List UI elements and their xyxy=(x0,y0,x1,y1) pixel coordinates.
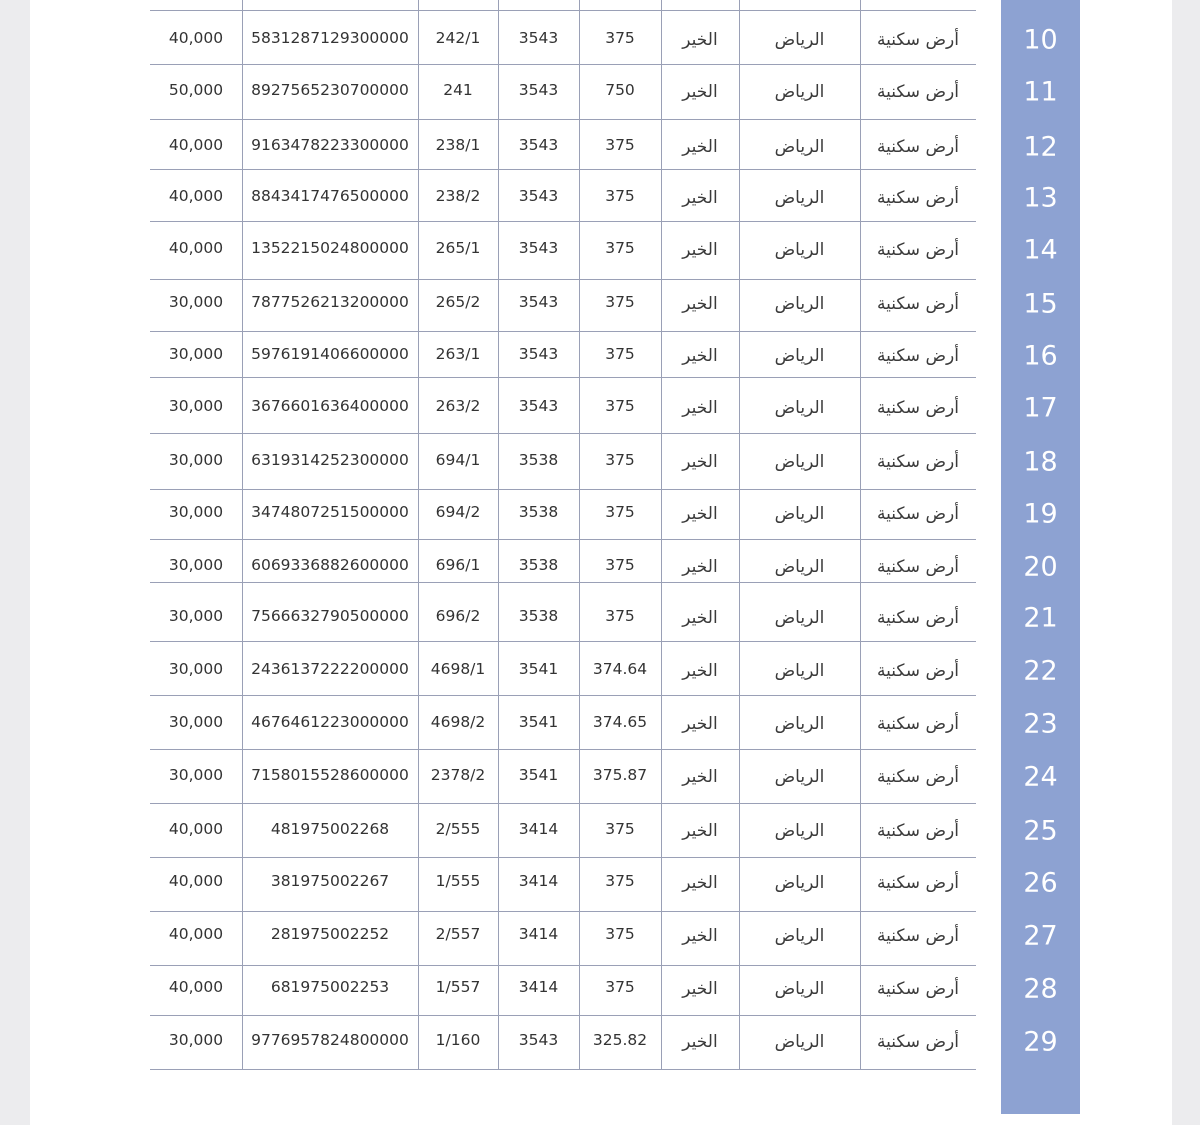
row-divider xyxy=(150,749,976,750)
cell-area: 375 xyxy=(605,820,635,838)
row-number: 25 xyxy=(1023,815,1058,847)
cell-price: 30,000 xyxy=(168,766,224,784)
cell-deed: 5976191406600000 xyxy=(251,345,409,363)
row-divider xyxy=(150,377,976,378)
cell-plan: 3541 xyxy=(518,766,559,784)
cell-city: الرياض xyxy=(774,452,825,472)
cell-area: 750 xyxy=(605,81,635,99)
cell-deed: 4676461223000000 xyxy=(251,713,409,731)
cell-plot: 238/2 xyxy=(435,187,481,205)
cell-deed: 6319314252300000 xyxy=(251,451,409,469)
cell-plan: 3543 xyxy=(518,136,559,154)
cell-plan: 3543 xyxy=(518,187,559,205)
cell-city: الرياض xyxy=(774,714,825,734)
cell-area: 375 xyxy=(605,978,635,996)
cell-price: 40,000 xyxy=(168,29,224,47)
cell-type: أرض سكنية xyxy=(877,82,959,102)
cell-type: أرض سكنية xyxy=(877,452,959,472)
cell-plot: 263/1 xyxy=(435,345,481,363)
cell-area: 375 xyxy=(605,345,635,363)
cell-district: الخير xyxy=(682,557,718,577)
cell-city: الرياض xyxy=(774,504,825,524)
cell-deed: 2436137222200000 xyxy=(251,660,409,678)
cell-district: الخير xyxy=(682,82,718,102)
cell-area: 375 xyxy=(605,556,635,574)
row-divider xyxy=(150,331,976,332)
cell-type: أرض سكنية xyxy=(877,504,959,524)
cell-deed: 5831287129300000 xyxy=(251,29,409,47)
cell-deed: 7566632790500000 xyxy=(251,607,409,625)
cell-deed: 7158015528600000 xyxy=(251,766,409,784)
cell-plan: 3543 xyxy=(518,1031,559,1049)
cell-type: أرض سكنية xyxy=(877,1032,959,1052)
row-divider xyxy=(150,221,976,222)
row-number: 10 xyxy=(1023,24,1058,56)
cell-deed: 7877526213200000 xyxy=(251,293,409,311)
cell-type: أرض سكنية xyxy=(877,240,959,260)
cell-area: 375 xyxy=(605,925,635,943)
cell-deed: 6069336882600000 xyxy=(251,556,409,574)
row-number: 17 xyxy=(1023,392,1058,424)
row-divider xyxy=(150,582,976,583)
cell-area: 375 xyxy=(605,239,635,257)
cell-deed: 9776957824800000 xyxy=(251,1031,409,1049)
cell-district: الخير xyxy=(682,873,718,893)
cell-city: الرياض xyxy=(774,661,825,681)
cell-price: 50,000 xyxy=(168,81,224,99)
row-divider xyxy=(150,695,976,696)
cell-district: الخير xyxy=(682,979,718,999)
column-divider xyxy=(242,0,243,1070)
cell-type: أرض سكنية xyxy=(877,767,959,787)
cell-plan: 3538 xyxy=(518,607,559,625)
row-number: 26 xyxy=(1023,867,1058,899)
cell-type: أرض سكنية xyxy=(877,979,959,999)
cell-plot: 694/2 xyxy=(435,503,481,521)
cell-type: أرض سكنية xyxy=(877,346,959,366)
cell-plot: 238/1 xyxy=(435,136,481,154)
row-divider xyxy=(150,1069,976,1070)
row-divider xyxy=(150,10,976,11)
cell-deed: 3676601636400000 xyxy=(251,397,409,415)
cell-city: الرياض xyxy=(774,979,825,999)
cell-type: أرض سكنية xyxy=(877,398,959,418)
cell-type: أرض سكنية xyxy=(877,137,959,157)
cell-price: 40,000 xyxy=(168,925,224,943)
cell-city: الرياض xyxy=(774,821,825,841)
row-number: 28 xyxy=(1023,973,1058,1005)
cell-deed: 9163478223300000 xyxy=(251,136,409,154)
cell-type: أرض سكنية xyxy=(877,873,959,893)
cell-area: 375 xyxy=(605,293,635,311)
cell-price: 40,000 xyxy=(168,978,224,996)
cell-type: أرض سكنية xyxy=(877,608,959,628)
cell-type: أرض سكنية xyxy=(877,661,959,681)
row-number: 13 xyxy=(1023,182,1058,214)
row-divider xyxy=(150,119,976,120)
cell-area: 375 xyxy=(605,187,635,205)
cell-plan: 3543 xyxy=(518,81,559,99)
row-number: 16 xyxy=(1023,340,1058,372)
row-number: 20 xyxy=(1023,551,1058,583)
cell-area: 374.65 xyxy=(592,713,648,731)
cell-district: الخير xyxy=(682,294,718,314)
row-number: 27 xyxy=(1023,920,1058,952)
cell-deed: 3474807251500000 xyxy=(251,503,409,521)
cell-plot: 694/1 xyxy=(435,451,481,469)
cell-plot: 4698/2 xyxy=(430,713,486,731)
row-number: 23 xyxy=(1023,708,1058,740)
cell-type: أرض سكنية xyxy=(877,557,959,577)
row-divider xyxy=(150,279,976,280)
cell-price: 30,000 xyxy=(168,451,224,469)
cell-area: 375 xyxy=(605,29,635,47)
cell-plan: 3538 xyxy=(518,503,559,521)
cell-price: 30,000 xyxy=(168,713,224,731)
column-divider xyxy=(498,0,499,1070)
cell-deed: 381975002267 xyxy=(270,872,390,890)
cell-price: 40,000 xyxy=(168,820,224,838)
cell-type: أرض سكنية xyxy=(877,30,959,50)
cell-plot: 1/557 xyxy=(435,978,481,996)
cell-price: 30,000 xyxy=(168,1031,224,1049)
cell-city: الرياض xyxy=(774,240,825,260)
row-number: 18 xyxy=(1023,446,1058,478)
row-divider xyxy=(150,489,976,490)
row-divider xyxy=(150,169,976,170)
cell-city: الرياض xyxy=(774,557,825,577)
cell-area: 375 xyxy=(605,503,635,521)
row-divider xyxy=(150,857,976,858)
cell-district: الخير xyxy=(682,398,718,418)
cell-city: الرياض xyxy=(774,608,825,628)
cell-plan: 3414 xyxy=(518,978,559,996)
cell-plan: 3543 xyxy=(518,239,559,257)
cell-deed: 281975002252 xyxy=(270,925,390,943)
cell-price: 30,000 xyxy=(168,397,224,415)
column-divider xyxy=(739,0,740,1070)
row-number: 11 xyxy=(1023,76,1058,108)
cell-type: أرض سكنية xyxy=(877,926,959,946)
cell-district: الخير xyxy=(682,661,718,681)
cell-area: 325.82 xyxy=(592,1031,648,1049)
cell-plot: 265/2 xyxy=(435,293,481,311)
row-number: 15 xyxy=(1023,288,1058,320)
cell-district: الخير xyxy=(682,504,718,524)
row-number: 24 xyxy=(1023,761,1058,793)
row-number: 14 xyxy=(1023,234,1058,266)
cell-type: أرض سكنية xyxy=(877,821,959,841)
cell-area: 375 xyxy=(605,397,635,415)
cell-district: الخير xyxy=(682,926,718,946)
cell-district: الخير xyxy=(682,714,718,734)
cell-plan: 3541 xyxy=(518,660,559,678)
cell-plan: 3538 xyxy=(518,556,559,574)
cell-plot: 265/1 xyxy=(435,239,481,257)
row-divider xyxy=(150,911,976,912)
cell-price: 30,000 xyxy=(168,556,224,574)
cell-district: الخير xyxy=(682,1032,718,1052)
cell-plot: 4698/1 xyxy=(430,660,486,678)
cell-area: 375 xyxy=(605,607,635,625)
cell-area: 375 xyxy=(605,451,635,469)
row-number: 19 xyxy=(1023,498,1058,530)
cell-district: الخير xyxy=(682,346,718,366)
cell-district: الخير xyxy=(682,767,718,787)
row-divider xyxy=(150,803,976,804)
cell-area: 375 xyxy=(605,136,635,154)
cell-price: 30,000 xyxy=(168,293,224,311)
cell-plot: 2378/2 xyxy=(430,766,486,784)
row-divider xyxy=(150,641,976,642)
row-number: 12 xyxy=(1023,131,1058,163)
cell-plot: 241 xyxy=(443,81,473,99)
cell-plan: 3543 xyxy=(518,397,559,415)
cell-plan: 3543 xyxy=(518,345,559,363)
cell-district: الخير xyxy=(682,452,718,472)
cell-area: 375.87 xyxy=(592,766,648,784)
cell-area: 375 xyxy=(605,872,635,890)
cell-plot: 242/1 xyxy=(435,29,481,47)
cell-city: الرياض xyxy=(774,398,825,418)
cell-city: الرياض xyxy=(774,137,825,157)
cell-city: الرياض xyxy=(774,1032,825,1052)
cell-plot: 263/2 xyxy=(435,397,481,415)
row-divider xyxy=(150,965,976,966)
column-divider xyxy=(661,0,662,1070)
cell-type: أرض سكنية xyxy=(877,294,959,314)
cell-plot: 696/1 xyxy=(435,556,481,574)
cell-price: 40,000 xyxy=(168,136,224,154)
cell-district: الخير xyxy=(682,608,718,628)
cell-plan: 3543 xyxy=(518,29,559,47)
row-number: 29 xyxy=(1023,1026,1058,1058)
cell-deed: 481975002268 xyxy=(270,820,390,838)
cell-plot: 2/555 xyxy=(435,820,481,838)
cell-plan: 3541 xyxy=(518,713,559,731)
cell-price: 30,000 xyxy=(168,607,224,625)
cell-plot: 1/160 xyxy=(435,1031,481,1049)
cell-district: الخير xyxy=(682,821,718,841)
cell-city: الرياض xyxy=(774,188,825,208)
row-divider xyxy=(150,1015,976,1016)
cell-price: 30,000 xyxy=(168,503,224,521)
cell-district: الخير xyxy=(682,30,718,50)
cell-plot: 2/557 xyxy=(435,925,481,943)
cell-plan: 3538 xyxy=(518,451,559,469)
row-number: 22 xyxy=(1023,655,1058,687)
cell-price: 40,000 xyxy=(168,872,224,890)
cell-plan: 3414 xyxy=(518,872,559,890)
row-divider xyxy=(150,433,976,434)
cell-price: 40,000 xyxy=(168,239,224,257)
cell-city: الرياض xyxy=(774,767,825,787)
cell-district: الخير xyxy=(682,240,718,260)
cell-district: الخير xyxy=(682,188,718,208)
cell-city: الرياض xyxy=(774,873,825,893)
cell-plan: 3414 xyxy=(518,925,559,943)
cell-price: 30,000 xyxy=(168,660,224,678)
cell-city: الرياض xyxy=(774,294,825,314)
cell-city: الرياض xyxy=(774,346,825,366)
cell-deed: 8843417476500000 xyxy=(251,187,409,205)
cell-type: أرض سكنية xyxy=(877,714,959,734)
cell-city: الرياض xyxy=(774,926,825,946)
cell-area: 374.64 xyxy=(592,660,648,678)
row-divider xyxy=(150,64,976,65)
cell-district: الخير xyxy=(682,137,718,157)
cell-deed: 8927565230700000 xyxy=(251,81,409,99)
cell-type: أرض سكنية xyxy=(877,188,959,208)
column-divider xyxy=(579,0,580,1070)
cell-city: الرياض xyxy=(774,30,825,50)
row-divider xyxy=(150,539,976,540)
cell-plan: 3543 xyxy=(518,293,559,311)
cell-deed: 1352215024800000 xyxy=(251,239,409,257)
cell-plot: 1/555 xyxy=(435,872,481,890)
row-number: 21 xyxy=(1023,602,1058,634)
cell-city: الرياض xyxy=(774,82,825,102)
column-divider xyxy=(860,0,861,1070)
cell-deed: 681975002253 xyxy=(270,978,390,996)
cell-price: 30,000 xyxy=(168,345,224,363)
column-divider xyxy=(418,0,419,1070)
cell-plot: 696/2 xyxy=(435,607,481,625)
cell-plan: 3414 xyxy=(518,820,559,838)
cell-price: 40,000 xyxy=(168,187,224,205)
